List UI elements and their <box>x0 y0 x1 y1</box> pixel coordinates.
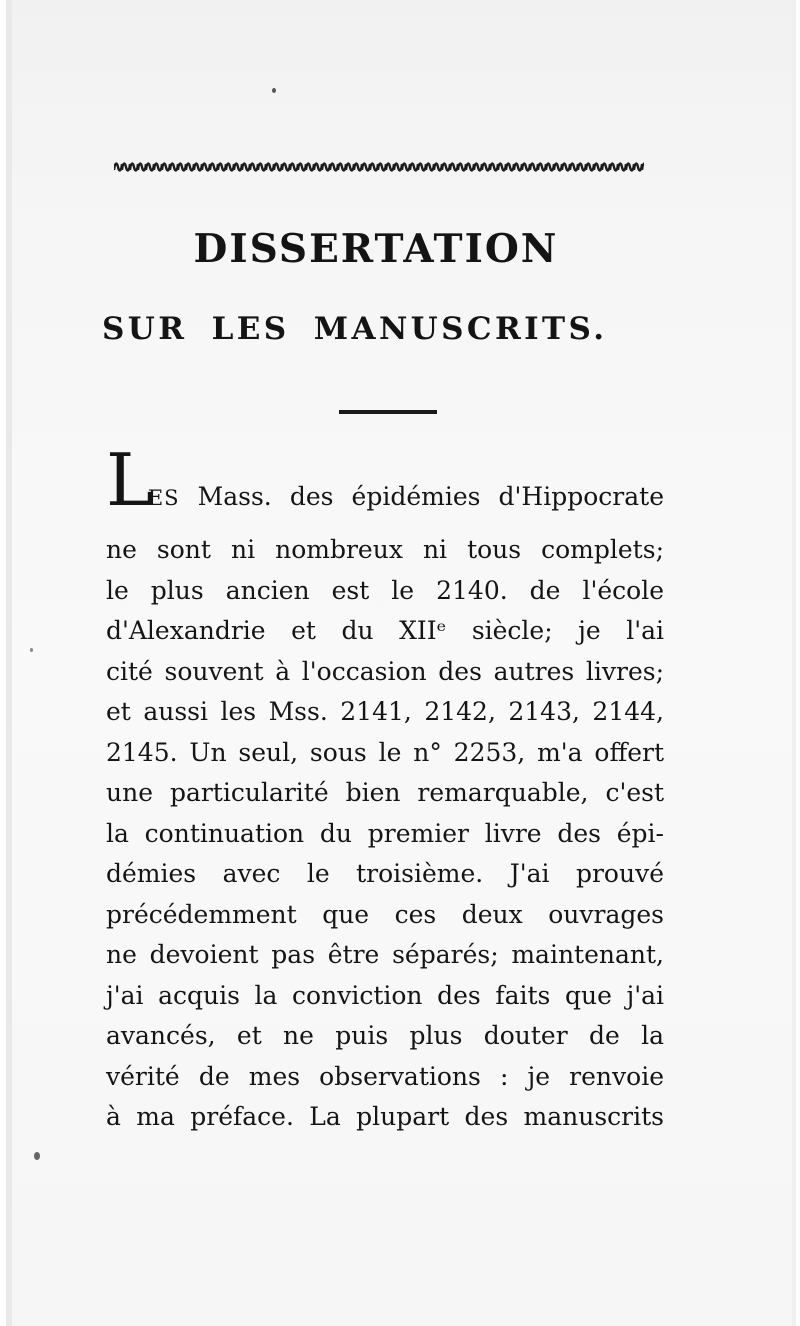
ink-speck <box>34 1152 40 1160</box>
body-paragraph <box>106 438 664 1138</box>
text-line: démies avec le troisième. J'ai prouvé <box>106 859 664 888</box>
chapter-subtitle: SUR LES MANUSCRITS. <box>102 311 608 347</box>
page-edge <box>792 0 796 1326</box>
text-line: précédemment que ces deux ouvrages <box>106 899 664 929</box>
title-rule <box>339 410 437 414</box>
text-line: vérité de mes observations : je renvoie <box>106 1061 664 1091</box>
text-line-content: Mass. des épidémies d'Hippocrate <box>197 482 664 511</box>
small-caps-word: ES <box>147 486 180 510</box>
text-line: le plus ancien est le 2140. de l'école <box>106 575 664 605</box>
text-line: cité souvent à l'occasion des autres livres; <box>106 656 664 686</box>
text-line: d'Alexandrie et du XIIᵉ siècle; je l'ai <box>106 616 664 645</box>
text-line: ne sont ni nombreux ni tous complets; <box>106 535 664 564</box>
text-line: et aussi les Mss. 2141, 2142, 2143, 2144, <box>106 697 664 726</box>
page-edge <box>6 0 12 1326</box>
text-line: la continuation du premier livre des épi- <box>106 818 664 848</box>
text-line: avancés, et ne puis plus douter de la <box>106 1021 664 1050</box>
text-line: une particularité bien remarquable, c'est <box>106 778 664 807</box>
book-page <box>6 0 796 1326</box>
drop-cap: L <box>106 438 148 522</box>
text-line: j'ai acquis la conviction des faits que j'ai <box>106 980 664 1010</box>
text-line: 2145. Un seul, sous le n° 2253, m'a offert <box>106 737 664 767</box>
text-line <box>106 438 664 530</box>
decorative-ornament-band <box>114 158 644 176</box>
chapter-title: DISSERTATION <box>193 226 559 272</box>
text-line: à ma préface. La plupart des manuscrits <box>106 1102 664 1131</box>
ink-speck <box>30 648 33 652</box>
ink-speck <box>272 88 276 93</box>
text-line: ne devoient pas être séparés; maintenant, <box>106 940 664 969</box>
